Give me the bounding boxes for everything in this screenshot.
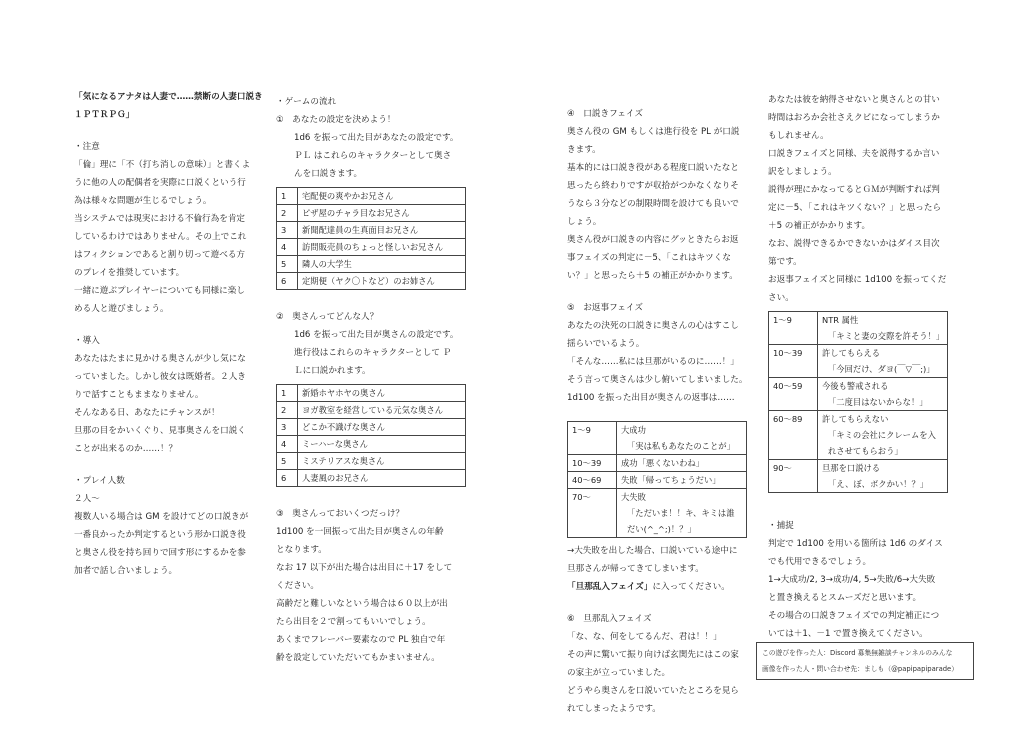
- text-line: いては＋1、－1 で置き換えてください。: [768, 629, 928, 639]
- table-cell: 3: [277, 419, 298, 436]
- text-line: 説得が理にかなってるとＧＭが判断すれば判: [768, 185, 940, 195]
- step3-heading: ③ 奥さんっておいくつだっけ？: [276, 509, 405, 519]
- table-cell: 旦那を口説ける 「え、ぼ、ボクかい！？」: [818, 460, 948, 493]
- table-cell: 10～39: [769, 345, 818, 378]
- table-cell: どこか不識げな奥さん: [298, 419, 466, 436]
- step1-text: [276, 129, 466, 183]
- table-row: [568, 455, 747, 472]
- text-line: その声に驚いて振り向けば玄関先にはこの家: [567, 650, 739, 660]
- text-line: どうやら奥さんを口説いていたところを見ら: [567, 686, 739, 696]
- table-cell: NTR 属性 「キミと妻の交際を許そう！」: [818, 312, 948, 345]
- text-line: 口説きフェイズと同様、夫を説得するか言い: [768, 149, 940, 159]
- table-cell: 1: [277, 385, 298, 402]
- husband-table: [768, 311, 948, 493]
- document-title: 「気になるアナタは人妻で……禁断の人妻口説き１ＰＴＲＰＧ」: [74, 92, 263, 120]
- table-cell: 人妻風のお兄さん: [298, 470, 466, 487]
- text-line: 旦那の目をかいくぐり、見事奥さんを口説く: [74, 426, 246, 436]
- text-line: 事フェイズの判定に－5、「これはキツくな: [567, 253, 731, 263]
- step2-heading: ② 奥さんってどんな人？: [276, 312, 379, 322]
- text-line: 「な、な、何をしてるんだ、君は！！」: [567, 632, 722, 642]
- text-line: 「そんな……私には旦那がいるのに……！」: [567, 357, 739, 367]
- table-cell: 訪問販売員のちょっと怪しいお兄さん: [298, 239, 466, 256]
- note-heading: ・捕捉: [768, 521, 794, 531]
- table-cell: 1～9: [769, 312, 818, 345]
- flow-heading: ・ゲームの流れ: [276, 97, 337, 107]
- table-row: [277, 222, 466, 239]
- table-cell: 大成功 「実は私もあなたのことが」: [617, 422, 747, 455]
- text-line: と置き換えるとスムーズだと思います。: [768, 593, 922, 603]
- text-line: あくまでフレーバー要素なので PL 独自で年: [276, 635, 446, 645]
- text-line: と奥さん役を持ち回りで回す形にするかを参: [74, 548, 246, 558]
- after-table-text: [567, 542, 757, 578]
- text-line: 加者で話し合いましょう。: [74, 566, 178, 576]
- text-line: 1→大成功/2, 3→成功/4, 5→失敗/6→大失敗: [768, 575, 936, 585]
- table-cell: 1: [277, 188, 298, 205]
- intro-text: [74, 350, 264, 458]
- text-line: お返事フェイズと同様に 1d100 を振ってくだ: [768, 275, 947, 285]
- players-heading: ・プレイ人数: [74, 476, 125, 486]
- table-row: [277, 402, 466, 419]
- table-row: [568, 472, 747, 489]
- persuade-text: [768, 91, 958, 307]
- players-text: [74, 490, 264, 580]
- step5-heading: ⑤ お返事フェイズ: [567, 303, 643, 313]
- step4-heading: ④ 口説きフェイズ: [567, 109, 643, 119]
- table-row: [769, 345, 948, 378]
- table-cell: ミーハーな奥さん: [298, 436, 466, 453]
- text-line: 1d100 を一回振って出た目が奥さんの年齢: [276, 527, 444, 537]
- table-cell: 許してもらえる 「今回だけ、ダヨ(￣▽￣;)」: [818, 345, 948, 378]
- table-cell: 失敗「帰ってちょうだい」: [617, 472, 747, 489]
- text-line: あなたはたまに見かける奥さんが少し気にな: [74, 354, 246, 364]
- text-line: 旦那さんが帰ってきてしまいます。: [567, 564, 704, 574]
- text-line: その場合の口説きフェイズでの判定補正につ: [768, 611, 940, 621]
- table-cell: 90～: [769, 460, 818, 493]
- table-cell: 3: [277, 222, 298, 239]
- text-line: 思ったら終わりですが収拾がつかなくなりそ: [567, 181, 739, 191]
- text-line: 当システムでは現実における不倫行為を肯定: [74, 214, 246, 224]
- text-line: っていました。しかし彼女は既婚者。２人き: [74, 372, 246, 382]
- table-cell: 5: [277, 256, 298, 273]
- table-row: [277, 470, 466, 487]
- step5-text: [567, 317, 757, 407]
- credit-line-1: この遊びを作った人：Discord 募集無雑談チャンネルのみんな: [762, 649, 953, 657]
- text-line: 訳をしましょう。: [768, 167, 837, 177]
- text-line: 為は様々な問題が生じるでしょう。: [74, 196, 212, 206]
- intro-heading: ・導入: [74, 336, 100, 346]
- after-rest: に入ってください。: [652, 582, 730, 592]
- text-line: 1d6 を振って出た目が奥さんの設定です。: [294, 330, 459, 340]
- text-line: はフィクションであると割り切って遊べる方: [74, 250, 246, 260]
- table-row: [277, 273, 466, 290]
- table-row: [277, 256, 466, 273]
- text-line: 一緒に遊ぶプレイヤーについても同様に楽し: [74, 286, 245, 296]
- text-line: さい。: [768, 293, 794, 303]
- text-line: 揺らいでいるよう。: [567, 339, 645, 349]
- column-4: [768, 91, 958, 643]
- table-row: [769, 411, 948, 460]
- reply-table: [567, 421, 747, 538]
- step2-text: [276, 326, 466, 380]
- column-1: [74, 88, 264, 580]
- text-line: 複数人いる場合は GM を設けてどの口説きが: [74, 512, 249, 522]
- text-line: ことが出来るのか……！？: [74, 444, 178, 454]
- column-2: [276, 93, 466, 667]
- text-line: 奥さん役が口説きの内容にグッときたらお返: [567, 235, 739, 245]
- table-cell: 70～: [568, 489, 617, 538]
- table-cell: 1～9: [568, 422, 617, 455]
- text-line: 判定で 1d100 を用いる箇所は 1d6 のダイス: [768, 539, 943, 549]
- text-line: 齢を設定していただいてもかまいません。: [276, 653, 440, 663]
- table-cell: 宅配便の爽やかお兄さん: [298, 188, 466, 205]
- table-cell: 40～59: [769, 378, 818, 411]
- text-line: なお、説得できるかできないかはダイス目次: [768, 239, 940, 249]
- text-line: Ｌに口説かれます。: [294, 366, 371, 376]
- table-cell: 60～89: [769, 411, 818, 460]
- step3-text: [276, 523, 466, 667]
- note-text: [768, 535, 958, 643]
- text-line: あなたは彼を納得させないと奥さんとの甘い: [768, 95, 940, 105]
- table-cell: 新聞配達員の生真面目お兄さん: [298, 222, 466, 239]
- table-row: [277, 385, 466, 402]
- table-cell: 6: [277, 470, 298, 487]
- column-3: [567, 105, 757, 718]
- text-line: ＋5 の補正がかかります。: [768, 221, 871, 231]
- table-row: [277, 453, 466, 470]
- table-cell: 40～69: [568, 472, 617, 489]
- text-line: 「倫」理に「不（打ち消しの意味）」と書くよ: [74, 160, 251, 170]
- text-line: ＰＬ はこれらのキャラクターとして奥さ: [294, 151, 452, 161]
- character-table: [276, 187, 466, 290]
- text-line: 一番良かったか判定するという形か口説き役: [74, 530, 246, 540]
- text-line: あなたの決死の口説きに奥さんの心はすこし: [567, 321, 739, 331]
- text-line: 1d6 を振って出た目があなたの設定です。: [294, 133, 459, 143]
- text-line: める人と遊びましょう。: [74, 304, 169, 314]
- table-cell: 6: [277, 273, 298, 290]
- text-line: 基本的には口説き役がある程度口説いたなと: [567, 163, 739, 173]
- text-line: 定に－5、「これはキツくない？」と思ったら: [768, 203, 942, 213]
- text-line: でも代用できるでしょう。: [768, 557, 872, 567]
- text-line: の家主が立っていました。: [567, 668, 671, 678]
- text-line: きます。: [567, 145, 601, 155]
- text-line: となります。: [276, 545, 327, 555]
- text-line: うなら３分などの制限時間を設けても良いで: [567, 199, 739, 209]
- table-row: [277, 188, 466, 205]
- table-cell: ピザ屋のチャラ目なお兄さん: [298, 205, 466, 222]
- table-row: [277, 239, 466, 256]
- table-row: [277, 205, 466, 222]
- table-cell: 大失敗 「ただいま！！キ、キミは誰だい(^_^;)！？」: [617, 489, 747, 538]
- table-cell: ミステリアスな奥さん: [298, 453, 466, 470]
- table-row: [568, 489, 747, 538]
- text-line: しているわけではありません。その上でこれ: [74, 232, 247, 242]
- text-line: そう言って奥さんは少し俯いてしまいました。: [567, 375, 748, 385]
- husband-phase-label: 「旦那乱入フェイズ」: [567, 582, 653, 592]
- step1-heading: ① あなたの設定を決めよう！: [276, 115, 396, 125]
- text-line: い？」と思ったら＋5 の補正がかかります。: [567, 271, 738, 281]
- after-line: [567, 578, 757, 596]
- table-cell: 4: [277, 436, 298, 453]
- text-line: たら出目を２で割ってもいいでしょう。: [276, 617, 431, 627]
- table-cell: 定期便（ヤク〇トなど）のお姉さん: [298, 273, 466, 290]
- text-line: りで話すこともままなりません。: [74, 390, 204, 400]
- table-cell: 成功「悪くないわね」: [617, 455, 747, 472]
- text-line: 奥さん役の GM もしくは進行役を PL が口説: [567, 127, 740, 137]
- table-row: [277, 419, 466, 436]
- text-line: そんなある日、あなたにチャンスが！: [74, 408, 220, 418]
- table-cell: 2: [277, 205, 298, 222]
- credit-box: [756, 642, 974, 680]
- text-line: ください。: [276, 581, 319, 591]
- step6-heading: ⑥ 旦那乱入フェイズ: [567, 614, 652, 624]
- caution-heading: ・注意: [74, 142, 100, 152]
- text-line: なお 17 以下が出た場合は出目に＋17 をして: [276, 563, 453, 573]
- step6-text: [567, 628, 757, 718]
- text-line: →大失敗を出した場合、口説いている途中に: [567, 546, 738, 556]
- text-line: れてしまったようです。: [567, 704, 661, 714]
- credit-line-2: 画像を作った人・問い合わせ先：ましも（@papipapiparade）: [762, 665, 959, 673]
- text-line: もしれません。: [768, 131, 829, 141]
- text-line: 進行役はこれらのキャラクターとして Ｐ: [294, 348, 452, 358]
- table-cell: 新婚ホヤホヤの奥さん: [298, 385, 466, 402]
- text-line: のプレイを推奨しています。: [74, 268, 185, 278]
- text-line: 第です。: [768, 257, 802, 267]
- text-line: 時間はおろか会社さえクビになってしまうか: [768, 113, 940, 123]
- table-row: [769, 378, 948, 411]
- wife-table: [276, 384, 466, 487]
- table-row: [568, 422, 747, 455]
- table-row: [769, 312, 948, 345]
- table-cell: 許してもらえない 「キミの会社にクレームを入れさせてもらおう」: [818, 411, 948, 460]
- table-cell: ヨガ教室を経営している元気な奥さん: [298, 402, 466, 419]
- caution-text: [74, 156, 264, 318]
- table-cell: 2: [277, 402, 298, 419]
- text-line: 高齢だと難しいなという場合は６０以上が出: [276, 599, 448, 609]
- table-cell: 隣人の大学生: [298, 256, 466, 273]
- text-line: 1d100 を振った出目が奥さんの返事は……: [567, 393, 735, 403]
- table-row: [769, 460, 948, 493]
- table-cell: 10～39: [568, 455, 617, 472]
- table-cell: 今後も警戒される 「二度目はないからな！」: [818, 378, 948, 411]
- step4-text: [567, 123, 757, 285]
- table-cell: 4: [277, 239, 298, 256]
- text-line: ２人～: [74, 494, 100, 504]
- table-cell: 5: [277, 453, 298, 470]
- table-row: [277, 436, 466, 453]
- text-line: うに他の人の配偶者を実際に口説くという行: [74, 178, 246, 188]
- text-line: んを口説きます。: [294, 169, 363, 179]
- text-line: しょう。: [567, 217, 602, 227]
